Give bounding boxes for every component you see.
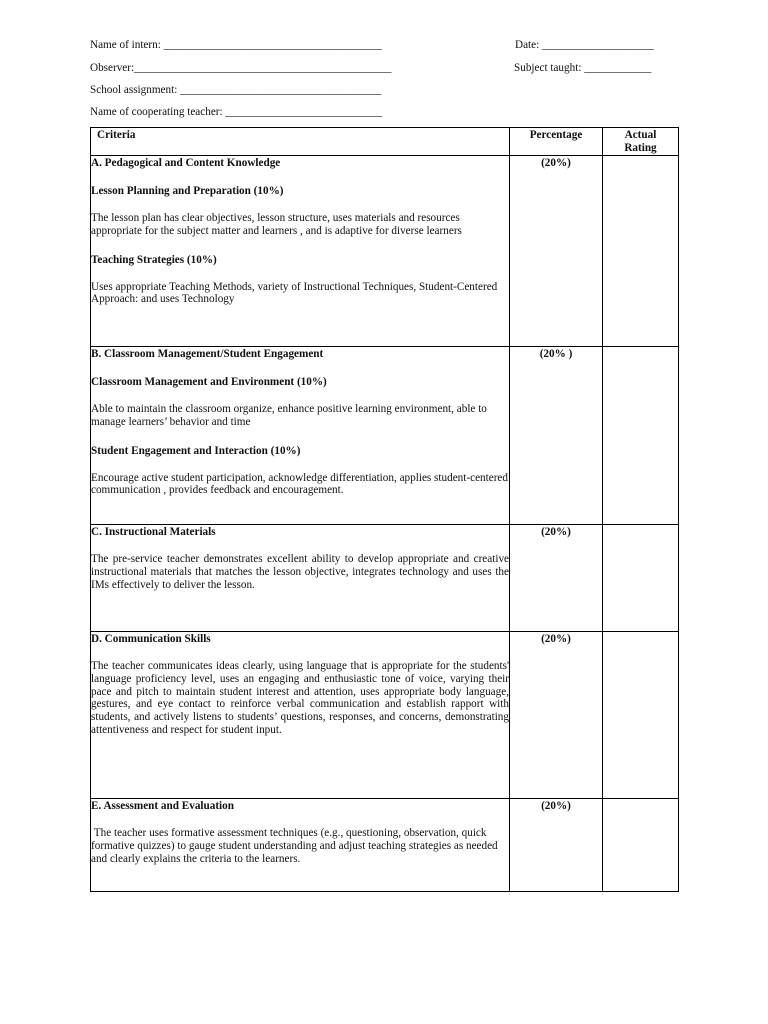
observer-field[interactable]: Observer:______________________________________________ <box>90 62 392 74</box>
table-header-row <box>91 128 679 156</box>
item-description: Uses appropriate Teaching Methods, variety of Instructional Techniques, Student-Centered Approach: and uses Technology <box>91 280 498 306</box>
table-row <box>91 525 679 632</box>
rating-cell[interactable] <box>603 525 679 632</box>
rubric-table <box>90 127 679 892</box>
item-description: The pre-service teacher demonstrates excellent ability to develop appropriate and creative instructional materials that matches the lesson objective, integrates technology and uses the IMs effectively to deliver the lesson. <box>91 553 509 591</box>
percentage-header: Percentage <box>510 128 603 156</box>
item-description: The teacher communicates ideas clearly, using language that is appropriate for the students' language proficiency level, uses an engaging and enthusiastic tone of voice, varying their pace and pitch to maintain student interest and attention, uses appropriate body language, gestures, and eye contact to reinforce verbal communication and establish rapport with students, and actively listens to students’ questions, responses, and concerns, demonstrating attentiveness and respect for student input. <box>91 660 509 736</box>
section-title: D. Communication Skills <box>91 633 211 645</box>
criteria-cell <box>91 347 510 525</box>
rating-cell[interactable] <box>603 799 679 892</box>
percentage-cell: (20%) <box>510 799 603 892</box>
table-row <box>91 156 679 347</box>
section-title: B. Classroom Management/Student Engagement <box>91 348 324 360</box>
criteria-cell <box>91 799 510 892</box>
rating-cell[interactable] <box>603 347 679 525</box>
item-description: The lesson plan has clear objectives, lesson structure, uses materials and resources appropriate for the subject matter and learners , and is adaptive for diverse learners <box>91 212 462 237</box>
rating-header-line2: Rating <box>624 142 657 154</box>
percentage-cell: (20%) <box>510 632 603 799</box>
percentage-cell: (20%) <box>510 156 603 347</box>
table-row <box>91 632 679 799</box>
item-subtitle: Classroom Management and Environment (10%) <box>91 376 327 388</box>
rating-header-line1: Actual <box>624 129 657 141</box>
intern-name-field[interactable]: Name of intern: _______________________________________ <box>90 39 382 51</box>
item-subtitle: Teaching Strategies (10%) <box>91 253 217 266</box>
table-row <box>91 347 679 525</box>
date-field[interactable]: Date: ____________________ <box>515 39 654 51</box>
criteria-header: Criteria <box>91 128 510 156</box>
section-title: A. Pedagogical and Content Knowledge <box>91 157 281 169</box>
item-description: Able to maintain the classroom organize, enhance positive learning environment, able to manage learners’ behavior and time <box>91 403 487 428</box>
item-description: Encourage active student participation, acknowledge differentiation, applies student-centered communication , provides feedback and encouragement. <box>91 471 508 497</box>
percentage-cell: (20% ) <box>510 347 603 525</box>
item-subtitle: Student Engagement and Interaction (10%) <box>91 444 301 457</box>
criteria-cell <box>91 156 510 347</box>
criteria-cell <box>91 632 510 799</box>
section-title: C. Instructional Materials <box>91 526 216 538</box>
actual-rating-header <box>603 128 679 156</box>
percentage-cell: (20%) <box>510 525 603 632</box>
criteria-cell <box>91 525 510 632</box>
rating-cell[interactable] <box>603 632 679 799</box>
item-subtitle: Lesson Planning and Preparation (10%) <box>91 185 284 197</box>
table-row <box>91 799 679 892</box>
section-title: E. Assessment and Evaluation <box>91 800 234 812</box>
school-assignment-field[interactable]: School assignment: ____________________________________ <box>90 84 382 96</box>
item-description: The teacher uses formative assessment techniques (e.g., questioning, observation, quick formative quizzes) to gauge student understanding and adjust teaching strategies as needed and clearly explains the criteria to the learners. <box>91 827 501 865</box>
cooperating-teacher-field[interactable]: Name of cooperating teacher: ____________________________ <box>90 106 383 118</box>
subject-taught-field[interactable]: Subject taught: ____________ <box>514 62 652 74</box>
rating-cell[interactable] <box>603 156 679 347</box>
